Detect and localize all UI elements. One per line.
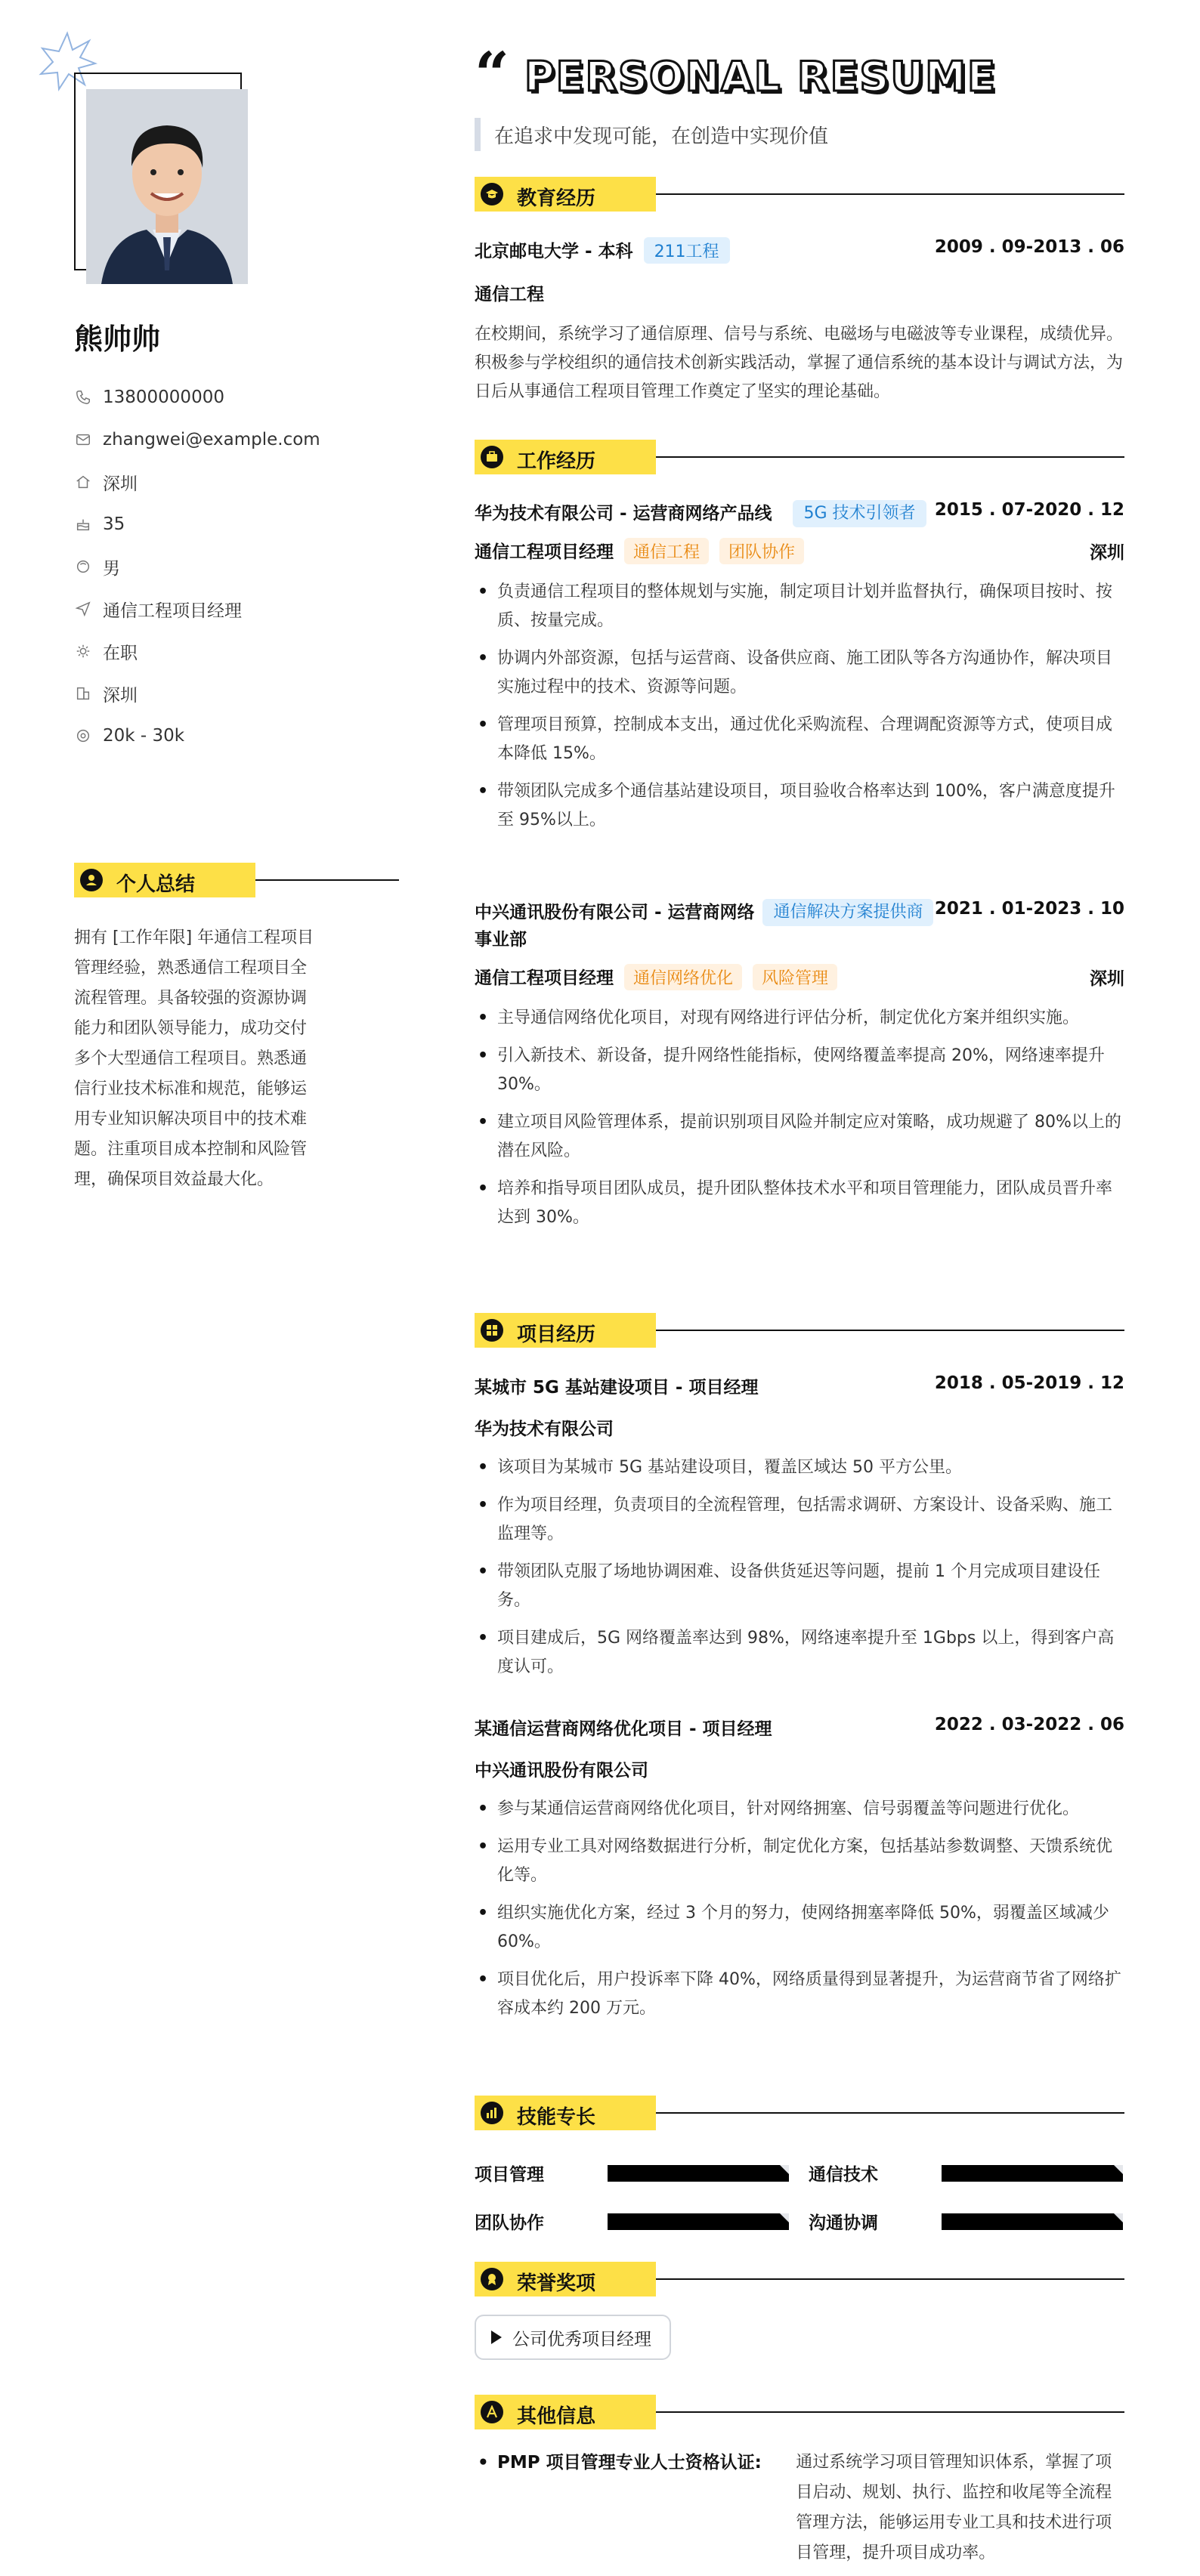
building-icon: [74, 684, 92, 703]
list-item: • 项目建成后，5G 网络覆盖率达到 98%，网络速率提升至 1Gbps 以上，得到客户高度认可。: [475, 1624, 1124, 1682]
section-header-education: [475, 177, 1124, 212]
summary-text: 拥有 [工作年限] 年通信工程项目管理经验，熟悉通信工程项目全流程管理。具备较强的资源协调能力和团队领导能力，成功交付多个大型通信工程项目。熟悉通信行业技术标准和规范，能够运用专业知识解决项目中的技术难题。注重项目成本控制和风险管理，确保项目效益最大化。: [74, 928, 314, 1189]
project-org: 中兴通讯股份有限公司: [475, 1761, 648, 1781]
skill-tag: 通信工程: [624, 538, 709, 564]
info-gender-text: 男: [103, 558, 120, 579]
skill-level-bar: [942, 2165, 1123, 2182]
skill-level-fill: [942, 2165, 1114, 2182]
skill-tag: 风险管理: [753, 964, 837, 990]
project-entry: [475, 1373, 1124, 1691]
info-email-text: zhangwei@example.com: [103, 430, 320, 449]
job-city: 深圳: [1090, 543, 1124, 563]
user-icon: [80, 869, 103, 891]
work-entry: [475, 899, 1124, 1241]
award-chip: [475, 2315, 671, 2360]
work-bullets: [475, 578, 1124, 835]
project-date: 2022 . 03-2022 . 06: [934, 1715, 1124, 1734]
info-target-city: [74, 672, 323, 715]
award-icon: [481, 2268, 503, 2290]
info-gender: [74, 545, 323, 588]
job-role: 通信工程项目经理: [475, 542, 614, 562]
section-title: 其他信息: [517, 2405, 596, 2428]
company-name: 华为技术有限公司 - 运营商网络产品线: [475, 504, 772, 524]
info-phone-text: 13800000000: [103, 388, 224, 407]
skill-item: [475, 2209, 789, 2234]
mail-icon: [74, 431, 92, 449]
other-text: 通过系统学习项目管理知识体系，掌握了项目启动、规划、执行、监控和收尾等全流程管理方法，能够运用专业工具和技术进行项目管理，提升项目成功率。: [796, 2453, 1112, 2562]
section-header-projects: [475, 1313, 1124, 1348]
candidate-name: 熊帅帅: [74, 323, 161, 356]
education-entry: [475, 237, 1124, 406]
skill-level-fill: [608, 2213, 780, 2230]
cake-icon: [74, 515, 92, 533]
school-name: 北京邮电大学 - 本科: [475, 242, 633, 261]
info-location: [74, 461, 323, 503]
list-item: • 管理项目预算，控制成本支出，通过优化采购流程、合理调配资源等方式，使项目成本降低 15%。: [475, 711, 1124, 768]
list-item: • 参与某通信运营商网络优化项目，针对网络拥塞、信号弱覆盖等问题进行优化。: [475, 1795, 1124, 1824]
info-salary: [74, 715, 323, 757]
list-item: • 作为项目经理，负责项目的全流程管理，包括需求调研、方案设计、设备采购、施工监理等。: [475, 1491, 1124, 1549]
project-name: 某通信运营商网络优化项目 - 项目经理: [475, 1719, 772, 1739]
skill-name: 通信技术: [809, 2165, 878, 2185]
job-role: 通信工程项目经理: [475, 968, 614, 988]
list-item: • 培养和指导项目团队成员，提升团队整体技术水平和项目管理能力，团队成员晋升率达到 30%。: [475, 1175, 1124, 1232]
section-header-awards: [475, 2262, 1124, 2296]
play-icon: [491, 2330, 502, 2344]
project-date: 2018 . 05-2019 . 12: [934, 1373, 1124, 1393]
project-entry: [475, 1715, 1124, 2032]
section-title: 技能专长: [517, 2106, 596, 2129]
send-icon: [74, 600, 92, 618]
info-location-text: 深圳: [103, 474, 138, 494]
company-tag: 通信解决方案提供商: [762, 899, 933, 926]
info-age: [74, 503, 323, 545]
other-info-item: [475, 2448, 1124, 2568]
section-title: 个人总结: [116, 873, 196, 896]
briefcase-icon: [481, 446, 503, 468]
project-org: 华为技术有限公司: [475, 1419, 614, 1439]
project-bullets: [475, 1795, 1124, 2023]
info-email: [74, 419, 323, 461]
info-age-text: 35: [103, 514, 125, 534]
home-icon: [74, 473, 92, 491]
list-item: • 该项目为某城市 5G 基站建设项目，覆盖区域达 50 平方公里。: [475, 1453, 1124, 1482]
school-tag: 211工程: [644, 237, 730, 264]
skill-tag: 团队协作: [719, 538, 804, 564]
section-header-other: [475, 2395, 1124, 2429]
company-tag: 5G 技术引领者: [793, 500, 926, 527]
salary-icon: [74, 727, 92, 745]
education-date: 2009 . 09-2013 . 06: [934, 237, 1124, 257]
skill-level-bar: [942, 2213, 1123, 2230]
info-salary-text: 20k - 30k: [103, 726, 185, 746]
list-item: • 主导通信网络优化项目，对现有网络进行评估分析，制定优化方案并组织实施。: [475, 1004, 1124, 1033]
skill-item: [809, 2161, 1123, 2185]
contact-info-list: [74, 376, 323, 757]
project-bullets: [475, 1453, 1124, 1682]
list-item: • 项目优化后，用户投诉率下降 40%，网络质量得到显著提升，为运营商节省了网络扩容成本约 200 万元。: [475, 1966, 1124, 2023]
section-header-summary: [74, 863, 325, 897]
award-name: 公司优秀项目经理: [512, 2329, 651, 2349]
project-name: 某城市 5G 基站建设项目 - 项目经理: [475, 1378, 759, 1398]
info-status: [74, 630, 323, 672]
tagline: [475, 118, 828, 151]
skill-level-bar: [608, 2165, 789, 2182]
list-item: • 带领团队完成多个通信基站建设项目，项目验收合格率达到 100%，客户满意度提升至 95%以上。: [475, 777, 1124, 835]
resume-title: PERSONAL RESUME: [524, 53, 997, 100]
work-entry: [475, 500, 1124, 844]
job-city: 深圳: [1090, 969, 1124, 989]
company-name: 中兴通讯股份有限公司 - 运营商网络事业部: [475, 903, 755, 950]
other-label: • PMP 项目管理专业人士资格认证:: [475, 2448, 796, 2568]
list-item: • 组织实施优化方案，经过 3 个月的努力，使网络拥塞率降低 50%，弱覆盖区域减少 60%。: [475, 1899, 1124, 1957]
info-icon: [481, 2401, 503, 2423]
section-title: 项目经历: [517, 1324, 596, 1346]
info-position-text: 通信工程项目经理: [103, 601, 242, 621]
skill-level-fill: [942, 2213, 1114, 2230]
work-date: 2015 . 07-2020 . 12: [934, 500, 1124, 520]
major: 通信工程: [475, 285, 544, 304]
grid-icon: [481, 1319, 503, 1342]
skill-level-bar: [608, 2213, 789, 2230]
info-position: [74, 588, 323, 630]
status-icon: [74, 642, 92, 660]
skill-item: [809, 2209, 1123, 2234]
skill-item: [475, 2161, 789, 2185]
section-header-skills: [475, 2096, 1124, 2130]
skill-name: 团队协作: [475, 2213, 544, 2233]
section-title: 教育经历: [517, 187, 596, 210]
phone-icon: [74, 388, 92, 406]
section-title: 工作经历: [517, 450, 596, 473]
avatar: [86, 89, 248, 284]
list-item: • 运用专业工具对网络数据进行分析，制定优化方案，包括基站参数调整、天馈系统优化等。: [475, 1833, 1124, 1890]
section-title: 荣誉奖项: [517, 2272, 596, 2295]
tagline-text: 在追求中发现可能，在创造中实现价值: [494, 125, 829, 148]
skill-name: 项目管理: [475, 2165, 544, 2185]
work-date: 2021 . 01-2023 . 10: [934, 899, 1124, 919]
section-header-work: [475, 440, 1124, 474]
info-target-city-text: 深圳: [103, 685, 138, 706]
skill-tag: 通信网络优化: [624, 964, 742, 990]
education-desc: 在校期间，系统学习了通信原理、信号与系统、电磁场与电磁波等专业课程，成绩优异。积极参与学校组织的通信技术创新实践活动，掌握了通信系统的基本设计与调试方法，为日后从事通信工程项目管理工作奠定了坚实的理论基础。: [475, 325, 1124, 401]
list-item: • 建立项目风险管理体系，提前识别项目风险并制定应对策略，成功规避了 80%以上的潜在风险。: [475, 1108, 1124, 1166]
work-bullets: [475, 1004, 1124, 1232]
quote-mark: “: [475, 39, 510, 110]
list-item: • 带领团队克服了场地协调困难、设备供货延迟等问题，提前 1 个月完成项目建设任务。: [475, 1558, 1124, 1615]
skill-name: 沟通协调: [809, 2213, 878, 2233]
info-status-text: 在职: [103, 643, 138, 663]
list-item: • 负责通信工程项目的整体规划与实施，制定项目计划并监督执行，确保项目按时、按质、按量完成。: [475, 578, 1124, 635]
skill-level-fill: [608, 2165, 780, 2182]
info-phone: [74, 376, 323, 419]
gender-icon: [74, 558, 92, 576]
bar-chart-icon: [481, 2102, 503, 2124]
list-item: • 协调内外部资源，包括与运营商、设备供应商、施工团队等各方沟通协作，解决项目实施过程中的技术、资源等问题。: [475, 644, 1124, 702]
list-item: • 引入新技术、新设备，提升网络性能指标，使网络覆盖率提高 20%，网络速率提升 30%。: [475, 1042, 1124, 1099]
graduation-icon: [481, 183, 503, 205]
